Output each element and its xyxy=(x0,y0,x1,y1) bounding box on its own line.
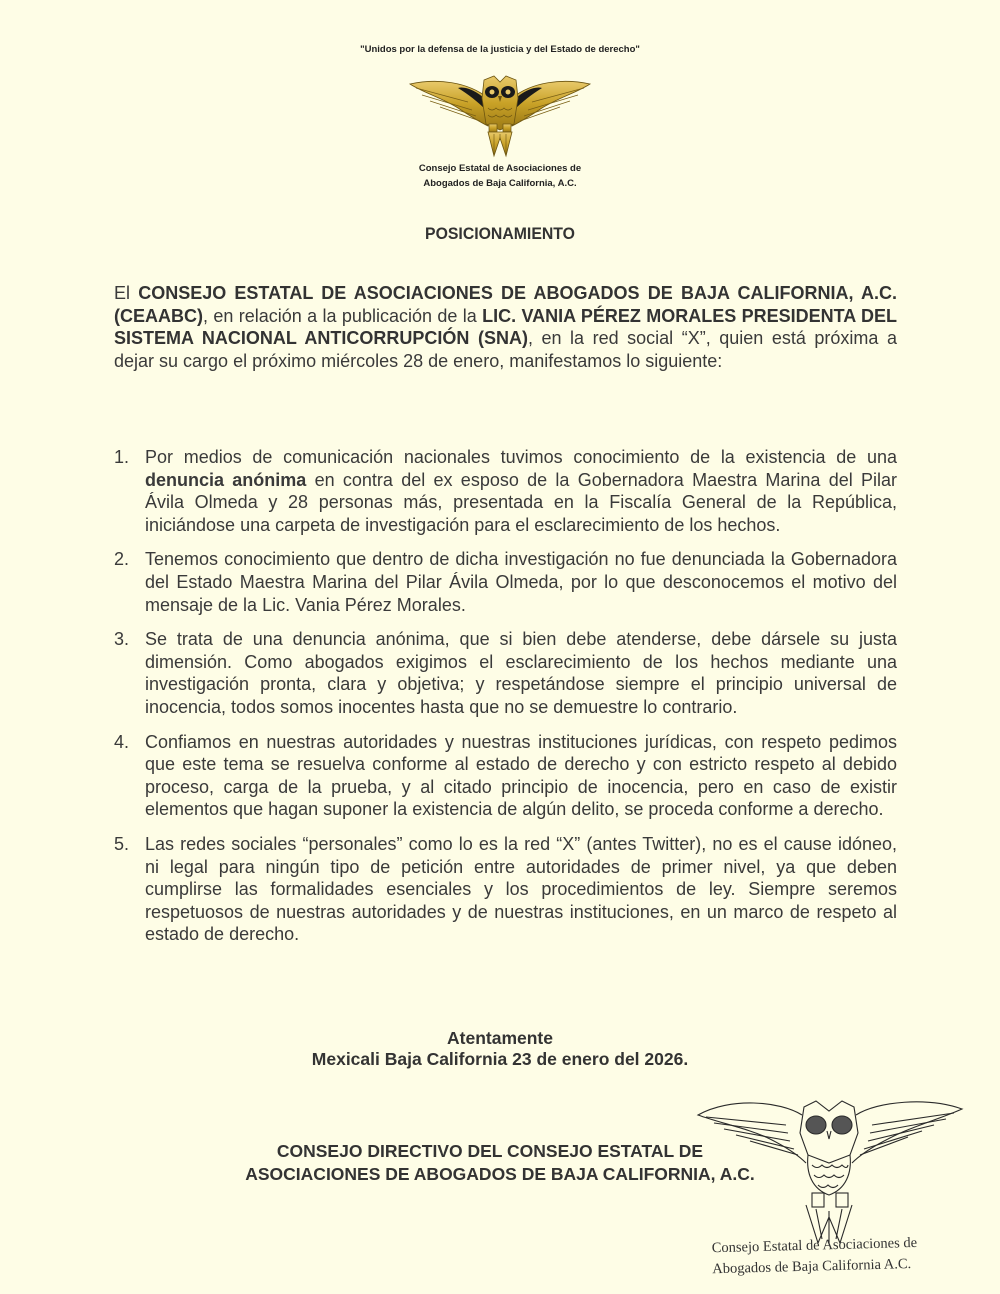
signature-line2: ASOCIACIONES DE ABOGADOS DE BAJA CALIFORNIA, A.C. xyxy=(245,1164,755,1184)
intro-bold-org: CONSEJO ESTATAL DE ASOCIACIONES DE ABOGADOS DE BAJA CALIFORNIA, A.C. (CEAABC) xyxy=(114,283,897,326)
list-item-bold: denuncia anónima xyxy=(145,469,307,490)
list-item-text: Se trata de una denuncia anónima, que si bien debe atenderse, debe dársele su justa dimensión. Como abogados exigimos el esclarecimiento de los hechos mediante una investigación pronta, clara y objetiva; y respetándose siempre el principio universal de inocencia, todos somos inocentes hasta que no se demuestre lo contrario. xyxy=(145,629,897,717)
list-item xyxy=(114,731,897,821)
closing-block xyxy=(0,1028,1000,1070)
list-item-number: 3. xyxy=(114,629,130,650)
closing-salutation: Atentamente xyxy=(447,1028,553,1048)
list-item-number: 1. xyxy=(114,447,130,467)
intro-paragraph xyxy=(114,282,897,372)
header-organization xyxy=(0,161,1000,191)
stamp-line1: Consejo Estatal de Asociaciones de xyxy=(711,1234,918,1257)
list-item-text: Por medios de comunicación nacionales tuvimos conocimiento de la existencia de una xyxy=(145,447,897,467)
list-item xyxy=(114,548,897,616)
intro-bold-person: LIC. VANIA PÉREZ MORALES PRESIDENTA DEL SISTEMA NACIONAL ANTICORRUPCIÓN (SNA) xyxy=(114,305,897,348)
header-org-line1: Consejo Estatal de Asociaciones de xyxy=(418,163,582,174)
list-item-text: Tenemos conocimiento que dentro de dicha investigación no fue denunciada la Gobernadora del Estado Maestra Marina del Pilar Ávila Olmeda, por lo que desconocemos el motivo del mensaje de la Lic. Vania Pérez Morales. xyxy=(145,549,897,615)
intro-text-1: El xyxy=(114,283,139,303)
list-item-number: 2. xyxy=(114,549,130,570)
list-item-number: 5. xyxy=(114,833,130,854)
list-item xyxy=(114,833,897,946)
header-motto: "Unidos por la defensa de la justicia y del Estado de derecho" xyxy=(360,44,640,55)
header-org-line2: Abogados de Baja California, A.C. xyxy=(423,178,577,189)
numbered-list xyxy=(114,446,897,958)
stamp-line2: Abogados de Baja California A.C. xyxy=(712,1256,912,1278)
list-item xyxy=(114,628,897,718)
stamp-text xyxy=(711,1232,962,1281)
owl-logo-icon xyxy=(408,68,592,160)
intro-text-2: , en relación a la publicación de la xyxy=(203,305,483,326)
signature-line1: CONSEJO DIRECTIVO DEL CONSEJO ESTATAL DE xyxy=(276,1141,704,1161)
owl-stamp-icon xyxy=(690,1093,968,1253)
intro-text-3: , en la red social “X”, quien está próxima a dejar su cargo el próximo miércoles 28 de enero, manifestamos lo siguiente: xyxy=(114,328,897,371)
list-item-text: Confiamos en nuestras autoridades y nuestras instituciones jurídicas, con respeto pedimos que este tema se resuelva conforme al estado de derecho y con estricto respeto al debido proceso, carga de la prueba, y al citado principio de inocencia, pero en caso de existir elementos que hagan suponer la existencia de algún delito, se proceda conforme a derecho. xyxy=(145,731,897,820)
list-item-text: Las redes sociales “personales” como lo es la red “X” (antes Twitter), no es el cause idóneo, ni legal para ningún tipo de petición entre autoridades de primer nivel, ya que deben cumplirse las formalidades esenciales y los procedimientos de ley. Siempre seremos respetuosos de nuestras autoridades y de nuestras instituciones, en un marco de respeto al estado de derecho. xyxy=(145,833,897,945)
document-title: POSICIONAMIENTO xyxy=(425,224,575,243)
list-item-number: 4. xyxy=(114,731,130,752)
list-item xyxy=(114,446,897,536)
list-item-text: en contra del ex esposo de la Gobernadora Maestra Marina del Pilar Ávila Olmeda y 28 personas más, presentada en la Fiscalía General de la República, iniciándose una carpeta de investigación para el esclarecimiento de los hechos. xyxy=(145,469,897,535)
closing-place-date: Mexicali Baja California 23 de enero del 2026. xyxy=(311,1049,689,1069)
